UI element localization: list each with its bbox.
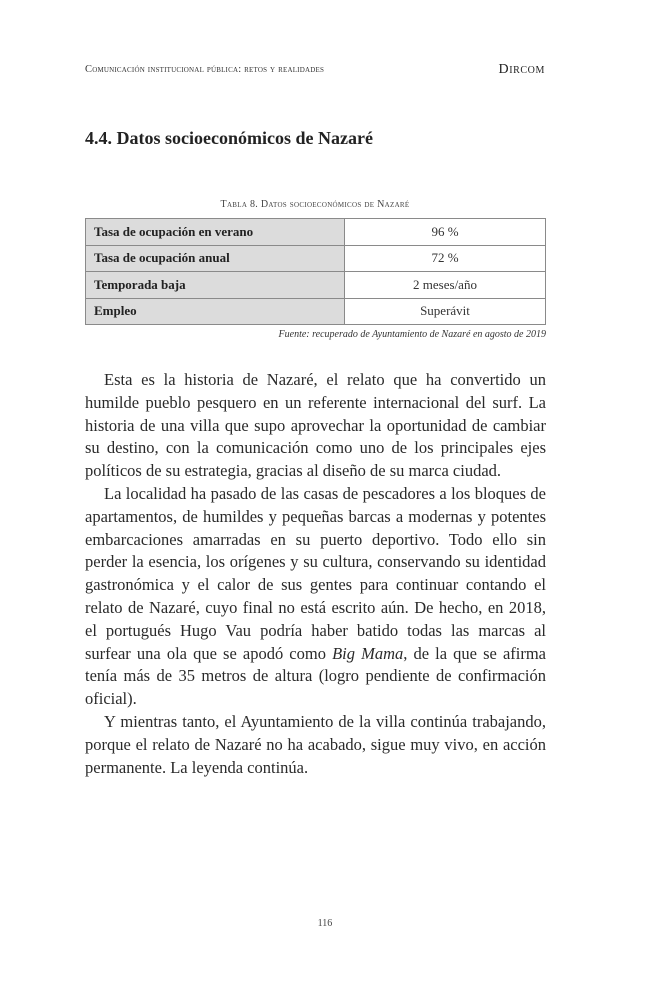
table-row-value: Superávit: [345, 298, 546, 325]
table-row: [86, 219, 546, 246]
table-row-value: 2 meses/año: [345, 272, 546, 299]
table-row: [86, 298, 546, 325]
table-row-label: Temporada baja: [86, 272, 345, 299]
table-row-label: Tasa de ocupación anual: [86, 245, 345, 272]
table-row-value: 72 %: [345, 245, 546, 272]
paragraph: Esta es la historia de Nazaré, el relato que ha convertido un humilde pueblo pesquero en un referente internacional del surf. La historia de una villa que supo aprovechar la oportunidad de cambiar su destino, con la comunicación como uno de los principales ejes políticos de su estrategia, gracias al diseño de su marca ciudad.: [85, 370, 546, 481]
table-source: Fuente: recuperado de Ayuntamiento de Nazaré en agosto de 2019: [278, 329, 546, 340]
paragraph-text: , de la que se afirma tenía más de 35 metros de altura (logro pendiente de confirmación oficial).: [85, 643, 546, 709]
table-row-value: 96 %: [345, 219, 546, 246]
socioeconomic-table: [85, 218, 546, 325]
header-book-title: Comunicación institucional pública: retos y realidades: [85, 64, 325, 75]
header-publisher: Dircom: [498, 62, 545, 77]
section-title: 4.4. Datos socioeconómicos de Nazaré: [85, 128, 373, 148]
table-row-label: Empleo: [86, 298, 345, 325]
emphasized-text: Big Mama: [332, 643, 404, 663]
table-caption: Tabla 8. Datos socioeconómicos de Nazaré: [220, 199, 410, 210]
body-text: [85, 369, 546, 779]
table-row: [86, 245, 546, 272]
running-header: [85, 62, 545, 82]
table-row: [86, 272, 546, 299]
table-row-label: Tasa de ocupación en verano: [86, 219, 345, 246]
paragraph-text: La localidad ha pasado de las casas de pescadores a los bloques de apartamentos, de humildes y pequeñas barcas a modernas y potentes embarcaciones amarradas en su puerto deportivo. Todo ello sin perder la esencia, los orígenes y su cultura, conservando su identidad gastronómica y el calor de sus gentes para continuar contando el relato de Nazaré, cuyo final no está escrito aún. De hecho, en 2018, el portugués Hugo Vau podría haber batido todas las marcas al surfear una ola que se apodó como: [85, 483, 546, 663]
page-number: 116: [317, 918, 333, 929]
paragraph: Y mientras tanto, el Ayuntamiento de la villa continúa trabajando, porque el relato de Nazaré no ha acabado, sigue muy vivo, en acción permanente. La leyenda continúa.: [85, 711, 546, 777]
paragraph: [85, 483, 546, 711]
